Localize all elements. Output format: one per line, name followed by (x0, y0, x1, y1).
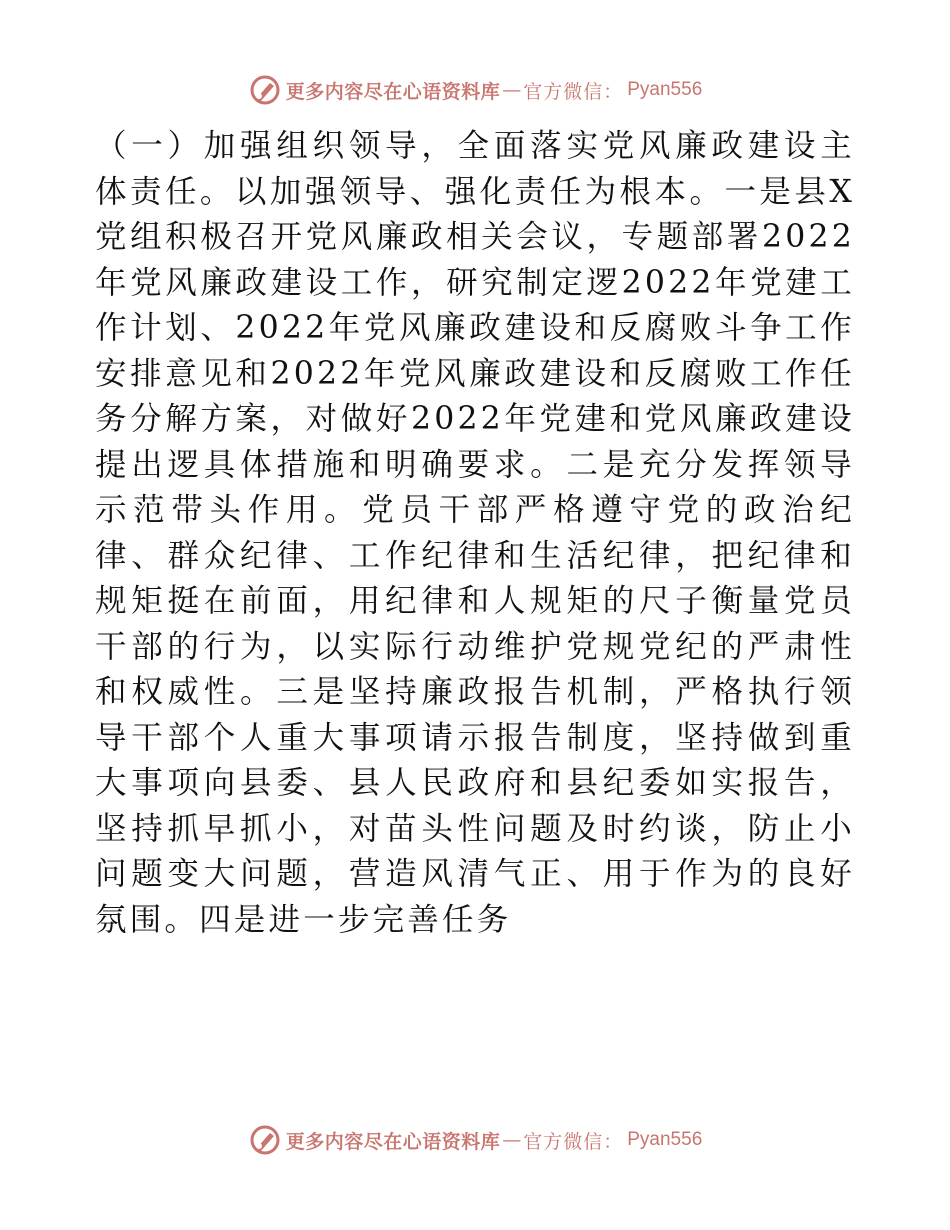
banner-wechat-id: Pyan556 (627, 79, 703, 100)
banner-wechat-id: Pyan556 (627, 1129, 703, 1150)
body-paragraph: （一）加强组织领导，全面落实党风廉政建设主体责任。以加强领导、强化责任为根本。一是县X党组积极召开党风廉政相关会议，专题部署2022年党风廉政建设工作，研究制定逻2022年党建工作计划、2022年党风廉政建设和反腐败斗争工作安排意见和2022年党风廉政建设和反腐败工作任务分解方案，对做好2022年党建和党风廉政建设提出逻具体措施和明确要求。二是充分发挥领导示范带头作用。党员干部严格遵守党的政治纪律、群众纪律、工作纪律和生活纪律，把纪律和规矩挺在前面，用纪律和人规矩的尺子衡量党员干部的行为，以实际行动维护党规党纪的严肃性和权威性。三是坚持廉政报告机制，严格执行领导干部个人重大事项请示报告制度，坚持做到重大事项向县委、县人民政府和县纪委如实报告，坚持抓早抓小，对苗头性问题及时约谈，防止小问题变大问题，营造风清气正、用于作为的良好氛围。四是进一步完善任务 (95, 128, 855, 938)
banner-main-text: 更多内容尽在心语资料库 (285, 1130, 501, 1153)
footer-watermark-banner (0, 1120, 950, 1160)
banner-separator: — (502, 79, 522, 101)
pen-logo-icon (248, 73, 282, 107)
banner-official-label: 官方微信： (523, 1130, 624, 1153)
pen-logo-icon (248, 1123, 282, 1157)
banner-official-label: 官方微信： (523, 80, 624, 103)
header-watermark-banner (0, 70, 950, 110)
banner-main-text: 更多内容尽在心语资料库 (285, 80, 501, 103)
banner-separator: — (502, 1129, 522, 1151)
